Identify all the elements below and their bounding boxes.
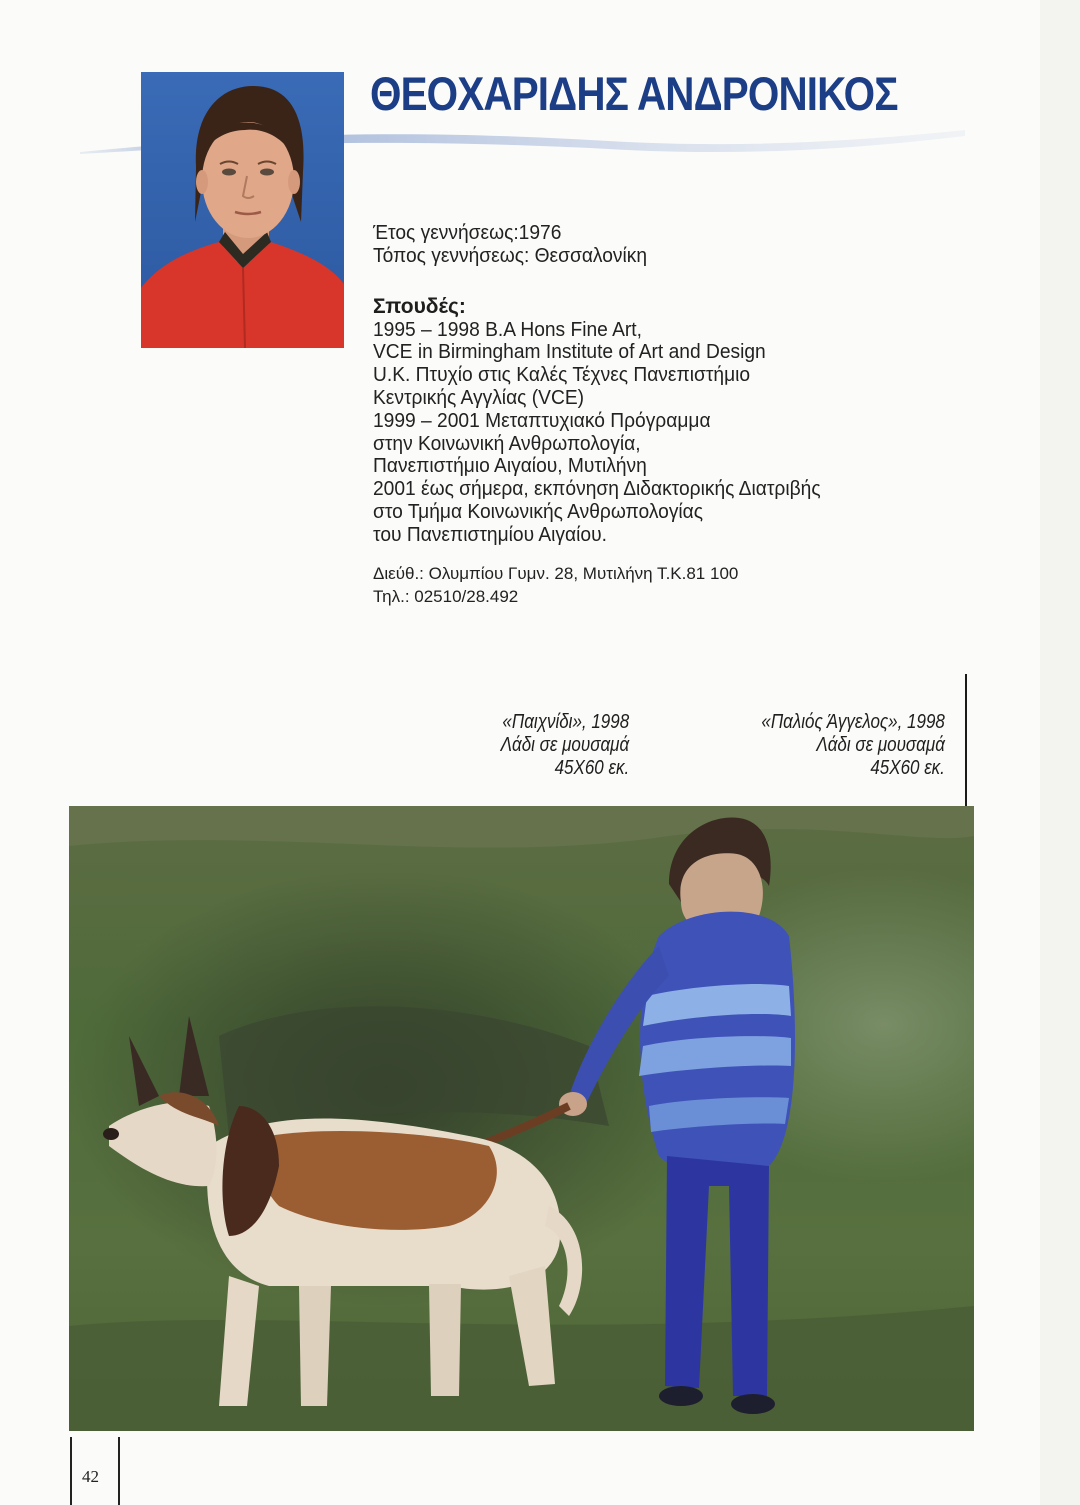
artist-name-title: ΘΕΟΧΑΡΙΔΗΣ ΑΝΔΡΟΝΙΚΟΣ (370, 67, 898, 120)
studies-line: Πανεπιστήμιο Αιγαίου, Μυτιλήνη (373, 455, 647, 478)
studies-line: στο Τμήμα Κοινωνικής Ανθρωπολογίας (373, 500, 704, 523)
contact-info (373, 562, 933, 608)
studies-line: U.K. Πτυχίο στις Καλές Τέχνες Πανεπιστήμιο (373, 364, 751, 387)
page-number: 42 (82, 1467, 99, 1486)
studies-line: του Πανεπιστημίου Αιγαίου. (373, 523, 607, 546)
birth-place: Τόπος γεννήσεως: Θεσσαλονίκη (373, 244, 648, 267)
page-number-box (70, 1437, 120, 1505)
studies-line: VCE in Birmingham Institute of Art and Design (373, 341, 766, 364)
studies-line: στην Κοινωνική Ανθρωπολογία, (373, 432, 641, 455)
artwork-title: «Παιχνίδι», 1998 (502, 711, 629, 733)
studies-line: 1999 – 2001 Μεταπτυχιακό Πρόγραμμα (373, 409, 711, 432)
artwork-medium: Λάδι σε μουσαμά (500, 734, 629, 756)
artwork-dimensions: 45Χ60 εκ. (554, 757, 629, 779)
artwork-medium: Λάδι σε μουσαμά (816, 734, 945, 756)
artwork-dimensions: 45Χ60 εκ. (870, 757, 945, 779)
artwork-caption-1 (501, 711, 629, 780)
artist-portrait-photo (141, 72, 344, 348)
studies-line: 2001 έως σήμερα, εκπόνηση Διδακτορικής Διατριβής (373, 478, 821, 501)
artwork-painting-image (69, 806, 974, 1431)
studies-list (373, 319, 933, 547)
studies-line: Κεντρικής Αγγλίας (VCE) (373, 386, 585, 409)
birth-year: Έτος γεννήσεως:1976 (373, 222, 562, 244)
address: Διεύθ.: Ολυμπίου Γυμν. 28, Μυτιλήνη Τ.Κ.81 100 (373, 563, 739, 583)
phone: Τηλ.: 02510/28.492 (373, 586, 519, 606)
artist-biography (373, 222, 933, 608)
studies-line: 1995 – 1998 B.A Hons Fine Art, (373, 318, 642, 341)
studies-heading: Σπουδές: (373, 294, 466, 318)
artwork-caption-2 (761, 711, 945, 780)
artwork-title: «Παλιός Άγγελος», 1998 (761, 711, 945, 733)
